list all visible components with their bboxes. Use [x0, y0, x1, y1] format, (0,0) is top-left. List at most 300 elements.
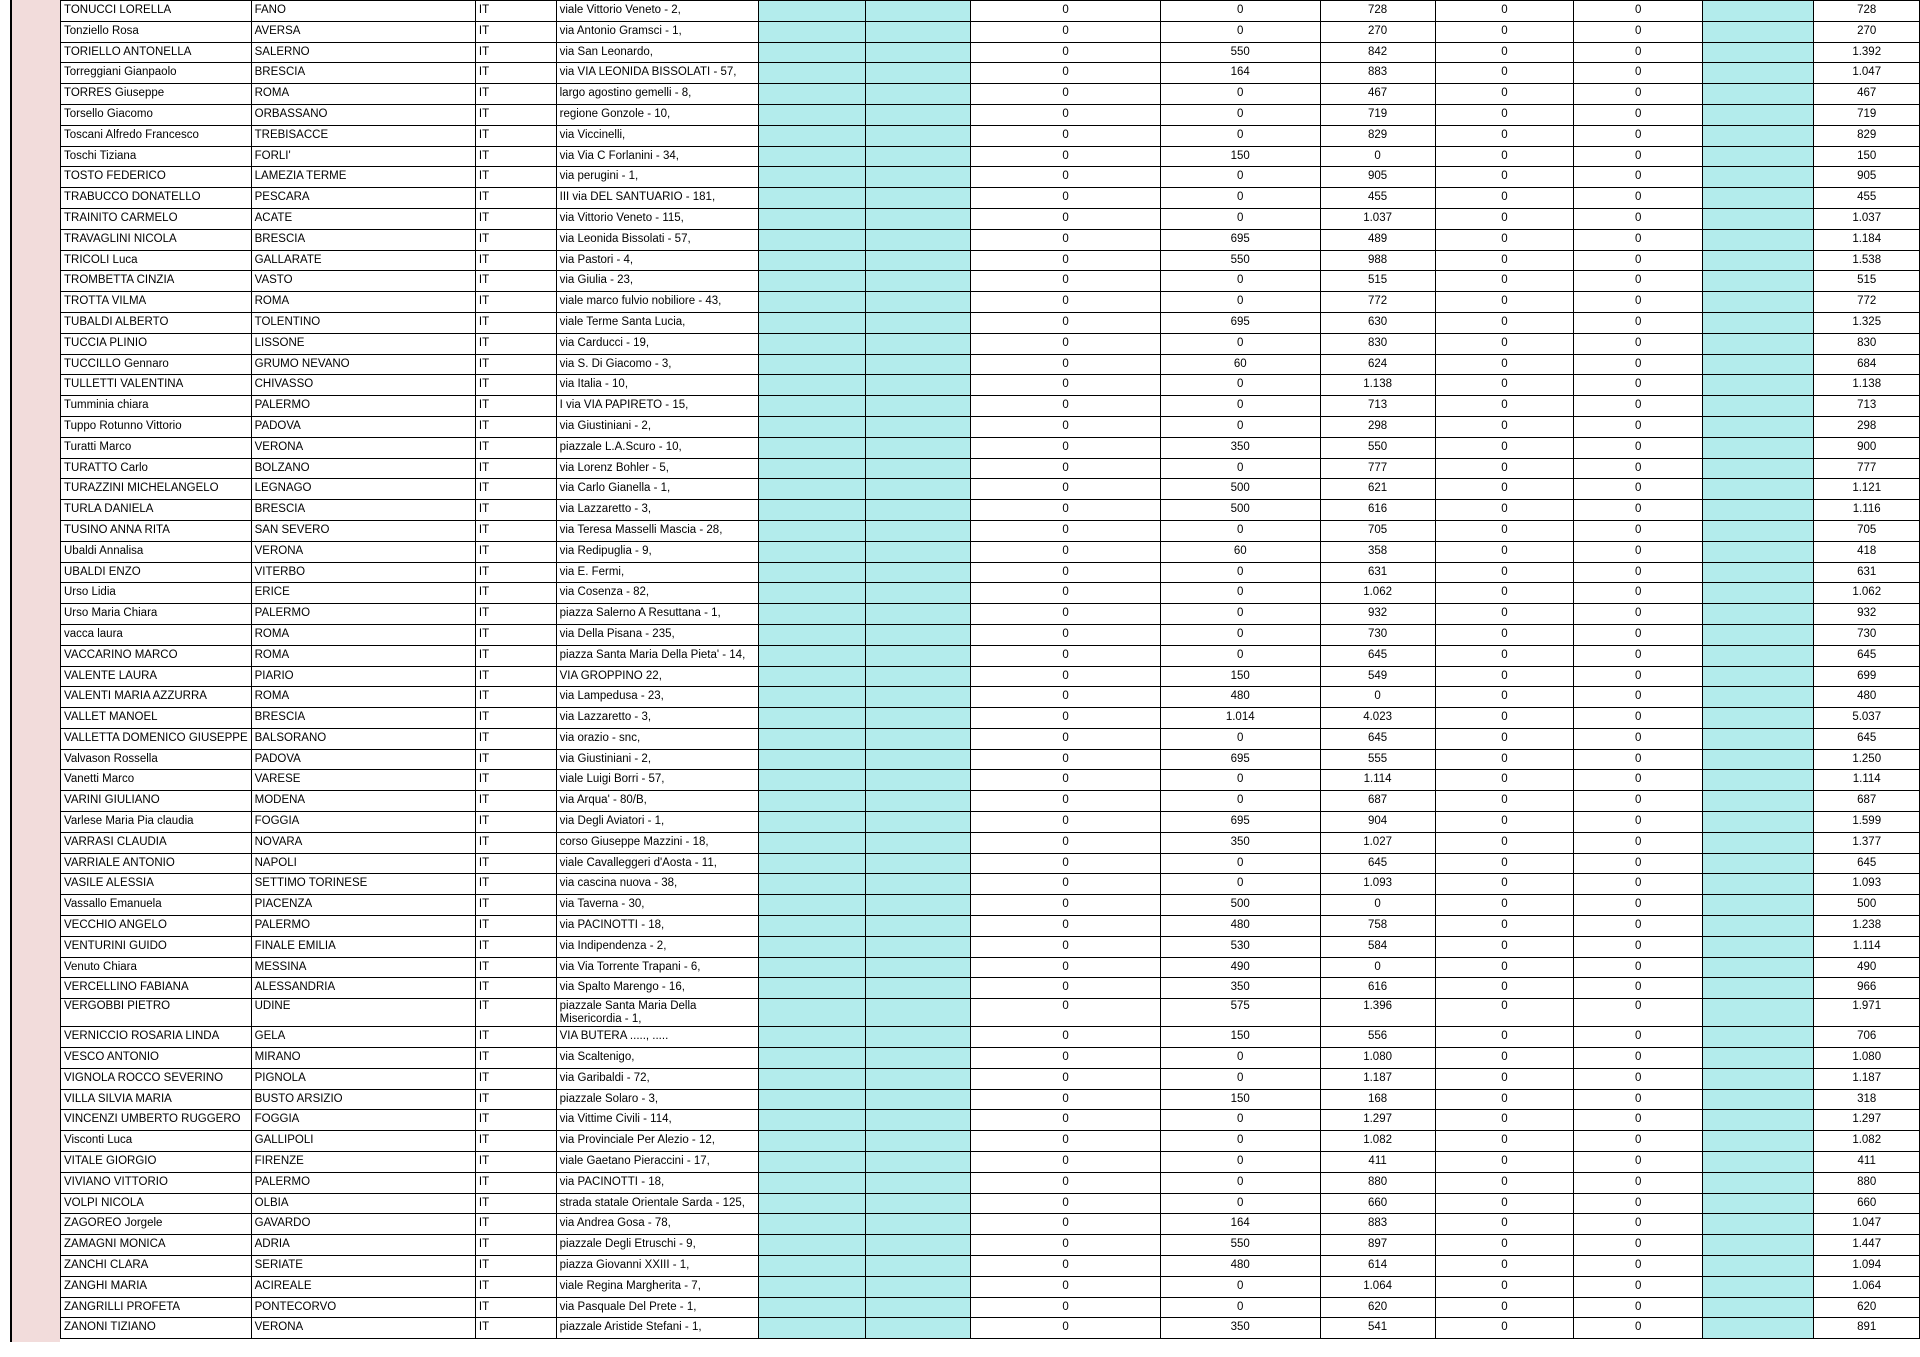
row-header-band: [10, 0, 60, 1342]
cell-blank-a: [759, 520, 865, 541]
cell-blank-b: [865, 583, 970, 604]
cell-country: IT: [475, 624, 556, 645]
cell-address: via Pasquale Del Prete - 1,: [556, 1297, 759, 1318]
cell-amount-2: 575: [1160, 999, 1320, 1027]
cell-address: via orazio - snc,: [556, 728, 759, 749]
cell-address: via Antonio Gramsci - 1,: [556, 21, 759, 42]
cell-amount-2: 0: [1160, 21, 1320, 42]
cell-amount-1: 0: [971, 728, 1161, 749]
cell-amount-5: 0: [1574, 708, 1703, 729]
cell-amount-5: 0: [1574, 583, 1703, 604]
cell-amount-1: 0: [971, 520, 1161, 541]
cell-amount-4: 0: [1435, 146, 1574, 167]
cell-total: 1.082: [1814, 1131, 1920, 1152]
cell-city: MODENA: [251, 791, 475, 812]
cell-amount-3: 630: [1320, 312, 1435, 333]
cell-amount-5: 0: [1574, 312, 1703, 333]
cell-amount-1: 0: [971, 916, 1161, 937]
cell-name: TOSTO FEDERICO: [61, 167, 252, 188]
cell-blank-c: [1703, 541, 1814, 562]
cell-amount-3: 728: [1320, 1, 1435, 22]
cell-blank-a: [759, 167, 865, 188]
cell-amount-1: 0: [971, 1235, 1161, 1256]
cell-blank-a: [759, 208, 865, 229]
cell-city: BRESCIA: [251, 708, 475, 729]
cell-amount-2: 550: [1160, 250, 1320, 271]
cell-amount-1: 0: [971, 1110, 1161, 1131]
cell-name: TURAZZINI MICHELANGELO: [61, 479, 252, 500]
cell-blank-a: [759, 312, 865, 333]
cell-blank-c: [1703, 188, 1814, 209]
cell-city: SERIATE: [251, 1256, 475, 1277]
cell-amount-1: 0: [971, 208, 1161, 229]
cell-amount-3: 515: [1320, 271, 1435, 292]
cell-total: 777: [1814, 458, 1920, 479]
cell-blank-c: [1703, 1235, 1814, 1256]
cell-amount-3: 411: [1320, 1152, 1435, 1173]
cell-name: TRAINITO CARMELO: [61, 208, 252, 229]
cell-name: VALENTE LAURA: [61, 666, 252, 687]
cell-amount-2: 0: [1160, 604, 1320, 625]
table-row: [61, 1027, 1920, 1048]
cell-name: VENTURINI GUIDO: [61, 936, 252, 957]
cell-city: ROMA: [251, 292, 475, 313]
cell-address: piazzale Solaro - 3,: [556, 1089, 759, 1110]
cell-address: via S. Di Giacomo - 3,: [556, 354, 759, 375]
cell-amount-3: 541: [1320, 1318, 1435, 1339]
cell-amount-4: 0: [1435, 1089, 1574, 1110]
cell-blank-b: [865, 708, 970, 729]
cell-address: viale Gaetano Pieraccini - 17,: [556, 1152, 759, 1173]
cell-amount-2: 0: [1160, 104, 1320, 125]
cell-total: 1.187: [1814, 1068, 1920, 1089]
cell-amount-2: 0: [1160, 1276, 1320, 1297]
cell-amount-2: 0: [1160, 271, 1320, 292]
cell-country: IT: [475, 188, 556, 209]
cell-amount-4: 0: [1435, 292, 1574, 313]
cell-amount-3: 614: [1320, 1256, 1435, 1277]
cell-total: 1.064: [1814, 1276, 1920, 1297]
cell-blank-a: [759, 957, 865, 978]
cell-address: via Giustiniani - 2,: [556, 416, 759, 437]
cell-city: BALSORANO: [251, 728, 475, 749]
cell-amount-5: 0: [1574, 957, 1703, 978]
cell-blank-b: [865, 666, 970, 687]
cell-amount-2: 695: [1160, 749, 1320, 770]
cell-blank-a: [759, 500, 865, 521]
cell-blank-c: [1703, 84, 1814, 105]
cell-city: PALERMO: [251, 396, 475, 417]
cell-blank-c: [1703, 1297, 1814, 1318]
cell-amount-3: 0: [1320, 687, 1435, 708]
cell-country: IT: [475, 312, 556, 333]
cell-amount-2: 60: [1160, 541, 1320, 562]
cell-blank-b: [865, 770, 970, 791]
cell-amount-5: 0: [1574, 1, 1703, 22]
cell-blank-b: [865, 1193, 970, 1214]
cell-address: viale Cavalleggeri d'Aosta - 11,: [556, 853, 759, 874]
cell-name: vacca laura: [61, 624, 252, 645]
cell-amount-5: 0: [1574, 832, 1703, 853]
cell-name: TUSINO ANNA RITA: [61, 520, 252, 541]
cell-amount-5: 0: [1574, 853, 1703, 874]
cell-address: via Andrea Gosa - 78,: [556, 1214, 759, 1235]
cell-city: PIACENZA: [251, 895, 475, 916]
cell-blank-c: [1703, 63, 1814, 84]
cell-total: 730: [1814, 624, 1920, 645]
cell-amount-5: 0: [1574, 437, 1703, 458]
cell-total: 480: [1814, 687, 1920, 708]
cell-total: 1.114: [1814, 770, 1920, 791]
cell-amount-5: 0: [1574, 1172, 1703, 1193]
cell-amount-3: 687: [1320, 791, 1435, 812]
cell-amount-1: 0: [971, 292, 1161, 313]
cell-address: via Giustiniani - 2,: [556, 749, 759, 770]
cell-amount-5: 0: [1574, 728, 1703, 749]
cell-amount-3: 1.187: [1320, 1068, 1435, 1089]
cell-name: TORRES Giuseppe: [61, 84, 252, 105]
cell-amount-5: 0: [1574, 188, 1703, 209]
cell-amount-3: 556: [1320, 1027, 1435, 1048]
cell-amount-2: 695: [1160, 312, 1320, 333]
cell-amount-5: 0: [1574, 895, 1703, 916]
cell-address: via Provinciale Per Alezio - 12,: [556, 1131, 759, 1152]
cell-amount-3: 621: [1320, 479, 1435, 500]
cell-amount-2: 550: [1160, 1235, 1320, 1256]
cell-blank-a: [759, 916, 865, 937]
cell-amount-4: 0: [1435, 645, 1574, 666]
cell-amount-2: 0: [1160, 416, 1320, 437]
cell-country: IT: [475, 250, 556, 271]
cell-amount-3: 660: [1320, 1193, 1435, 1214]
cell-amount-4: 0: [1435, 1214, 1574, 1235]
cell-amount-3: 988: [1320, 250, 1435, 271]
cell-blank-a: [759, 354, 865, 375]
cell-blank-c: [1703, 728, 1814, 749]
cell-address: via Taverna - 30,: [556, 895, 759, 916]
cell-amount-5: 0: [1574, 1297, 1703, 1318]
cell-amount-3: 1.064: [1320, 1276, 1435, 1297]
cell-amount-1: 0: [971, 853, 1161, 874]
cell-amount-3: 616: [1320, 978, 1435, 999]
cell-blank-b: [865, 749, 970, 770]
cell-name: VALLETTA DOMENICO GIUSEPPE: [61, 728, 252, 749]
cell-country: IT: [475, 583, 556, 604]
cell-name: VINCENZI UMBERTO RUGGERO: [61, 1110, 252, 1131]
cell-address: piazzale Aristide Stefani - 1,: [556, 1318, 759, 1339]
table-row: [61, 312, 1920, 333]
cell-address: piazzale L.A.Scuro - 10,: [556, 437, 759, 458]
cell-city: TOLENTINO: [251, 312, 475, 333]
cell-amount-2: 350: [1160, 978, 1320, 999]
cell-blank-a: [759, 1048, 865, 1069]
cell-amount-4: 0: [1435, 354, 1574, 375]
table-row: [61, 1297, 1920, 1318]
cell-amount-1: 0: [971, 791, 1161, 812]
cell-country: IT: [475, 916, 556, 937]
cell-blank-c: [1703, 624, 1814, 645]
cell-name: VARRASI CLAUDIA: [61, 832, 252, 853]
cell-city: PALERMO: [251, 916, 475, 937]
cell-amount-4: 0: [1435, 1256, 1574, 1277]
cell-city: NOVARA: [251, 832, 475, 853]
cell-amount-5: 0: [1574, 687, 1703, 708]
cell-name: ZANCHI CLARA: [61, 1256, 252, 1277]
cell-amount-5: 0: [1574, 812, 1703, 833]
cell-amount-2: 0: [1160, 188, 1320, 209]
cell-blank-a: [759, 936, 865, 957]
cell-city: VERONA: [251, 541, 475, 562]
cell-name: ZAMAGNI MONICA: [61, 1235, 252, 1256]
cell-name: Torsello Giacomo: [61, 104, 252, 125]
cell-blank-a: [759, 812, 865, 833]
cell-country: IT: [475, 562, 556, 583]
cell-amount-5: 0: [1574, 1193, 1703, 1214]
cell-amount-4: 0: [1435, 1297, 1574, 1318]
cell-city: BRESCIA: [251, 229, 475, 250]
cell-address: via Lorenz Bohler - 5,: [556, 458, 759, 479]
cell-amount-3: 645: [1320, 853, 1435, 874]
cell-blank-c: [1703, 645, 1814, 666]
cell-name: TUCCILLO Gennaro: [61, 354, 252, 375]
cell-city: ERICE: [251, 583, 475, 604]
cell-city: VERONA: [251, 1318, 475, 1339]
cell-name: VIGNOLA ROCCO SEVERINO: [61, 1068, 252, 1089]
table-row: [61, 1152, 1920, 1173]
cell-name: TULLETTI VALENTINA: [61, 375, 252, 396]
cell-total: 515: [1814, 271, 1920, 292]
cell-amount-4: 0: [1435, 188, 1574, 209]
cell-total: 1.116: [1814, 500, 1920, 521]
cell-name: Visconti Luca: [61, 1131, 252, 1152]
cell-city: PONTECORVO: [251, 1297, 475, 1318]
cell-name: UBALDI ENZO: [61, 562, 252, 583]
cell-address: viale Regina Margherita - 7,: [556, 1276, 759, 1297]
cell-blank-b: [865, 1297, 970, 1318]
cell-blank-a: [759, 229, 865, 250]
table-row: [61, 999, 1920, 1027]
cell-blank-a: [759, 1214, 865, 1235]
cell-amount-2: 0: [1160, 125, 1320, 146]
cell-amount-4: 0: [1435, 1152, 1574, 1173]
cell-blank-c: [1703, 895, 1814, 916]
cell-country: IT: [475, 853, 556, 874]
cell-blank-c: [1703, 687, 1814, 708]
cell-amount-2: 0: [1160, 1297, 1320, 1318]
cell-country: IT: [475, 1, 556, 22]
cell-address: via Redipuglia - 9,: [556, 541, 759, 562]
cell-name: TRABUCCO DONATELLO: [61, 188, 252, 209]
cell-amount-2: 150: [1160, 1089, 1320, 1110]
table-row: [61, 1, 1920, 22]
cell-city: GELA: [251, 1027, 475, 1048]
cell-city: SETTIMO TORINESE: [251, 874, 475, 895]
cell-blank-a: [759, 1276, 865, 1297]
cell-total: 1.325: [1814, 312, 1920, 333]
cell-city: GALLIPOLI: [251, 1131, 475, 1152]
cell-amount-1: 0: [971, 666, 1161, 687]
cell-city: VARESE: [251, 770, 475, 791]
cell-amount-4: 0: [1435, 978, 1574, 999]
cell-amount-3: 730: [1320, 624, 1435, 645]
cell-country: IT: [475, 458, 556, 479]
cell-total: 150: [1814, 146, 1920, 167]
table-row: [61, 1172, 1920, 1193]
cell-blank-a: [759, 728, 865, 749]
table-row: [61, 770, 1920, 791]
cell-blank-a: [759, 1131, 865, 1152]
cell-amount-1: 0: [971, 458, 1161, 479]
table-row: [61, 229, 1920, 250]
table-row: [61, 708, 1920, 729]
cell-amount-3: 645: [1320, 728, 1435, 749]
cell-country: IT: [475, 812, 556, 833]
cell-amount-5: 0: [1574, 916, 1703, 937]
cell-amount-4: 0: [1435, 770, 1574, 791]
cell-country: IT: [475, 1152, 556, 1173]
cell-blank-c: [1703, 146, 1814, 167]
table-row: [61, 333, 1920, 354]
cell-country: IT: [475, 770, 556, 791]
cell-name: ZANONI TIZIANO: [61, 1318, 252, 1339]
cell-amount-3: 719: [1320, 104, 1435, 125]
cell-amount-2: 0: [1160, 583, 1320, 604]
cell-blank-b: [865, 42, 970, 63]
cell-address: via Viccinelli,: [556, 125, 759, 146]
cell-address: piazzale Degli Etruschi - 9,: [556, 1235, 759, 1256]
cell-city: PIARIO: [251, 666, 475, 687]
cell-name: Urso Maria Chiara: [61, 604, 252, 625]
cell-name: TONUCCI LORELLA: [61, 1, 252, 22]
cell-amount-1: 0: [971, 375, 1161, 396]
cell-amount-3: 883: [1320, 63, 1435, 84]
cell-amount-2: 0: [1160, 292, 1320, 313]
cell-amount-3: 705: [1320, 520, 1435, 541]
cell-blank-a: [759, 624, 865, 645]
cell-blank-a: [759, 583, 865, 604]
cell-amount-1: 0: [971, 21, 1161, 42]
cell-total: 645: [1814, 645, 1920, 666]
cell-total: 719: [1814, 104, 1920, 125]
cell-blank-a: [759, 1089, 865, 1110]
cell-city: PADOVA: [251, 749, 475, 770]
cell-blank-a: [759, 84, 865, 105]
cell-city: BOLZANO: [251, 458, 475, 479]
cell-name: TRAVAGLINI NICOLA: [61, 229, 252, 250]
cell-blank-b: [865, 1027, 970, 1048]
cell-amount-1: 0: [971, 42, 1161, 63]
cell-amount-2: 500: [1160, 895, 1320, 916]
cell-amount-2: 0: [1160, 520, 1320, 541]
cell-amount-4: 0: [1435, 1193, 1574, 1214]
table-row: [61, 63, 1920, 84]
cell-blank-a: [759, 396, 865, 417]
cell-blank-c: [1703, 604, 1814, 625]
cell-blank-b: [865, 375, 970, 396]
cell-blank-a: [759, 645, 865, 666]
cell-name: VERNICCIO ROSARIA LINDA: [61, 1027, 252, 1048]
cell-address: piazza Giovanni XXIII - 1,: [556, 1256, 759, 1277]
cell-amount-2: 0: [1160, 1131, 1320, 1152]
table-row: [61, 1256, 1920, 1277]
table-row: [61, 396, 1920, 417]
cell-amount-5: 0: [1574, 1131, 1703, 1152]
cell-amount-1: 0: [971, 479, 1161, 500]
cell-address: regione Gonzole - 10,: [556, 104, 759, 125]
cell-country: IT: [475, 1297, 556, 1318]
cell-city: PESCARA: [251, 188, 475, 209]
cell-amount-5: 0: [1574, 936, 1703, 957]
cell-total: 728: [1814, 1, 1920, 22]
cell-blank-a: [759, 458, 865, 479]
cell-address: via cascina nuova - 38,: [556, 874, 759, 895]
cell-blank-a: [759, 1152, 865, 1173]
cell-country: IT: [475, 479, 556, 500]
cell-amount-2: 480: [1160, 1256, 1320, 1277]
cell-country: IT: [475, 1276, 556, 1297]
cell-amount-1: 0: [971, 354, 1161, 375]
cell-total: 645: [1814, 728, 1920, 749]
cell-amount-2: 0: [1160, 1152, 1320, 1173]
cell-country: IT: [475, 1089, 556, 1110]
table-row: [61, 1110, 1920, 1131]
cell-amount-2: 550: [1160, 42, 1320, 63]
cell-amount-5: 0: [1574, 770, 1703, 791]
cell-blank-a: [759, 708, 865, 729]
cell-amount-5: 0: [1574, 42, 1703, 63]
cell-blank-b: [865, 874, 970, 895]
cell-country: IT: [475, 978, 556, 999]
cell-amount-5: 0: [1574, 271, 1703, 292]
table-row: [61, 749, 1920, 770]
cell-city: GRUMO NEVANO: [251, 354, 475, 375]
cell-amount-3: 550: [1320, 437, 1435, 458]
table-row: [61, 624, 1920, 645]
cell-amount-1: 0: [971, 1214, 1161, 1235]
cell-amount-1: 0: [971, 562, 1161, 583]
cell-amount-1: 0: [971, 957, 1161, 978]
table-row: [61, 520, 1920, 541]
cell-name: VARRIALE ANTONIO: [61, 853, 252, 874]
cell-total: 1.971: [1814, 999, 1920, 1027]
cell-amount-4: 0: [1435, 1068, 1574, 1089]
cell-city: SALERNO: [251, 42, 475, 63]
table-row: [61, 812, 1920, 833]
cell-name: Vassallo Emanuela: [61, 895, 252, 916]
cell-blank-a: [759, 42, 865, 63]
cell-blank-a: [759, 188, 865, 209]
cell-address: via San Leonardo,: [556, 42, 759, 63]
cell-name: Valvason Rossella: [61, 749, 252, 770]
cell-amount-4: 0: [1435, 229, 1574, 250]
cell-blank-b: [865, 188, 970, 209]
table-row: [61, 604, 1920, 625]
cell-blank-a: [759, 375, 865, 396]
cell-amount-4: 0: [1435, 1, 1574, 22]
cell-total: 645: [1814, 853, 1920, 874]
cell-blank-b: [865, 1110, 970, 1131]
cell-country: IT: [475, 437, 556, 458]
cell-blank-a: [759, 1, 865, 22]
cell-country: IT: [475, 21, 556, 42]
cell-city: GAVARDO: [251, 1214, 475, 1235]
cell-address: via Lazzaretto - 3,: [556, 500, 759, 521]
cell-address: corso Giuseppe Mazzini - 18,: [556, 832, 759, 853]
cell-blank-a: [759, 853, 865, 874]
cell-total: 500: [1814, 895, 1920, 916]
cell-amount-3: 1.297: [1320, 1110, 1435, 1131]
cell-amount-5: 0: [1574, 146, 1703, 167]
